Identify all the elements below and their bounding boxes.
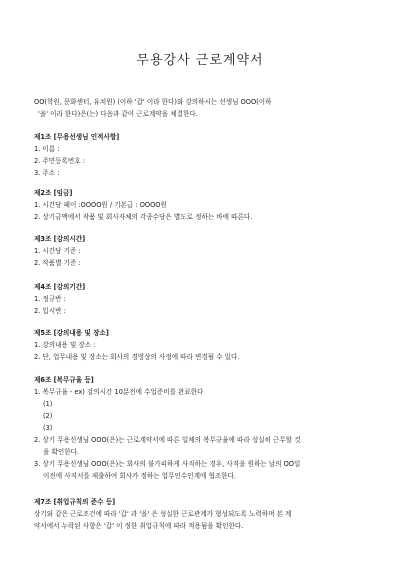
section-2	[34, 187, 374, 223]
section-line: 2. 상기 무용선생님 OOO(은)는 근로계약서에 따른 일체의 복무규율에 따라 성실히 근무할 것	[34, 436, 301, 444]
section-heading: 제1조 [무용선생님 인적사항]	[34, 133, 120, 141]
section-heading: 제6조 [복무규율 등]	[34, 376, 94, 384]
section-7	[34, 496, 374, 532]
section-4	[34, 281, 374, 317]
section-line: (1)	[43, 400, 53, 408]
intro-line: '을' 이라 한다)은(는) 다음과 같이 근로계약을 체결한다.	[38, 110, 198, 118]
section-line: 을 확인한다.	[43, 448, 80, 456]
section-line: 이전에 사직서를 제출하여 회사가 정하는 업무인수인계에 협조한다.	[43, 472, 237, 480]
intro-line: OO(학원, 문화센터, 유치원) (이하 '갑' 이라 한다)와 강의하시는 선생님 OOO(이하	[34, 98, 272, 106]
intro-paragraph	[34, 96, 374, 120]
section-line: 2. 상기금액에서 작품 및 회사자체의 각종수당은 별도로 정하는 바에 따른다.	[34, 213, 253, 221]
section-line: 2. 입시반 :	[34, 307, 66, 315]
section-line: 1. 시간당 페이 :OOOO원 / 기본급 : OOOO원	[34, 201, 167, 209]
section-line: (2)	[43, 412, 53, 420]
section-line: 약서에서 누락된 사항은 '갑' 이 정한 취업규칙에 따라 적용됨을 확인한다.	[34, 522, 244, 530]
section-5	[34, 327, 374, 363]
section-line: 1. 시간당 기준 :	[34, 247, 81, 255]
section-heading: 제3조 [강의시간]	[34, 235, 86, 243]
section-1	[34, 131, 374, 179]
section-heading: 제5조 [강의내용 및 장소]	[34, 329, 109, 337]
section-heading: 제7조 [취업규칙의 준수 등]	[34, 498, 116, 506]
section-line: 2. 단, 업무내용 및 장소는 회사의 경영상의 사정에 따라 변경될 수 있다.	[34, 353, 240, 361]
section-heading: 제2조 [임금]	[34, 189, 73, 197]
section-line: 1. 복무규율 - ex) 강의시간 10분전에 수업준비를 완료한다	[34, 388, 204, 396]
section-3	[34, 233, 374, 269]
document-title: 무용강사 근로계약서	[136, 53, 264, 68]
section-line: 2. 주민등록번호 :	[34, 157, 85, 165]
section-line: 3. 상기 무용선생님 OOO(은)는 회사의 불가피하게 사직하는 경우, 사직을 원하는 날의 OO일	[34, 460, 301, 468]
section-line: 1. 강의내용 및 장소 :	[34, 341, 96, 349]
section-heading: 제4조 [강의기간]	[34, 283, 86, 291]
section-line: 상기와 같은 근로조건에 따라 '갑' 과 '을' 은 성실한 근로관계가 형성되도록 노력하며 본 계	[34, 510, 292, 518]
section-line: 3. 주소 :	[34, 169, 60, 177]
section-line: 1. 정규반 :	[34, 295, 66, 303]
section-line: 2. 작품별 기준 :	[34, 259, 81, 267]
section-line: 1. 이름 :	[34, 145, 60, 153]
section-line: (3)	[43, 424, 53, 432]
section-6	[34, 374, 374, 482]
